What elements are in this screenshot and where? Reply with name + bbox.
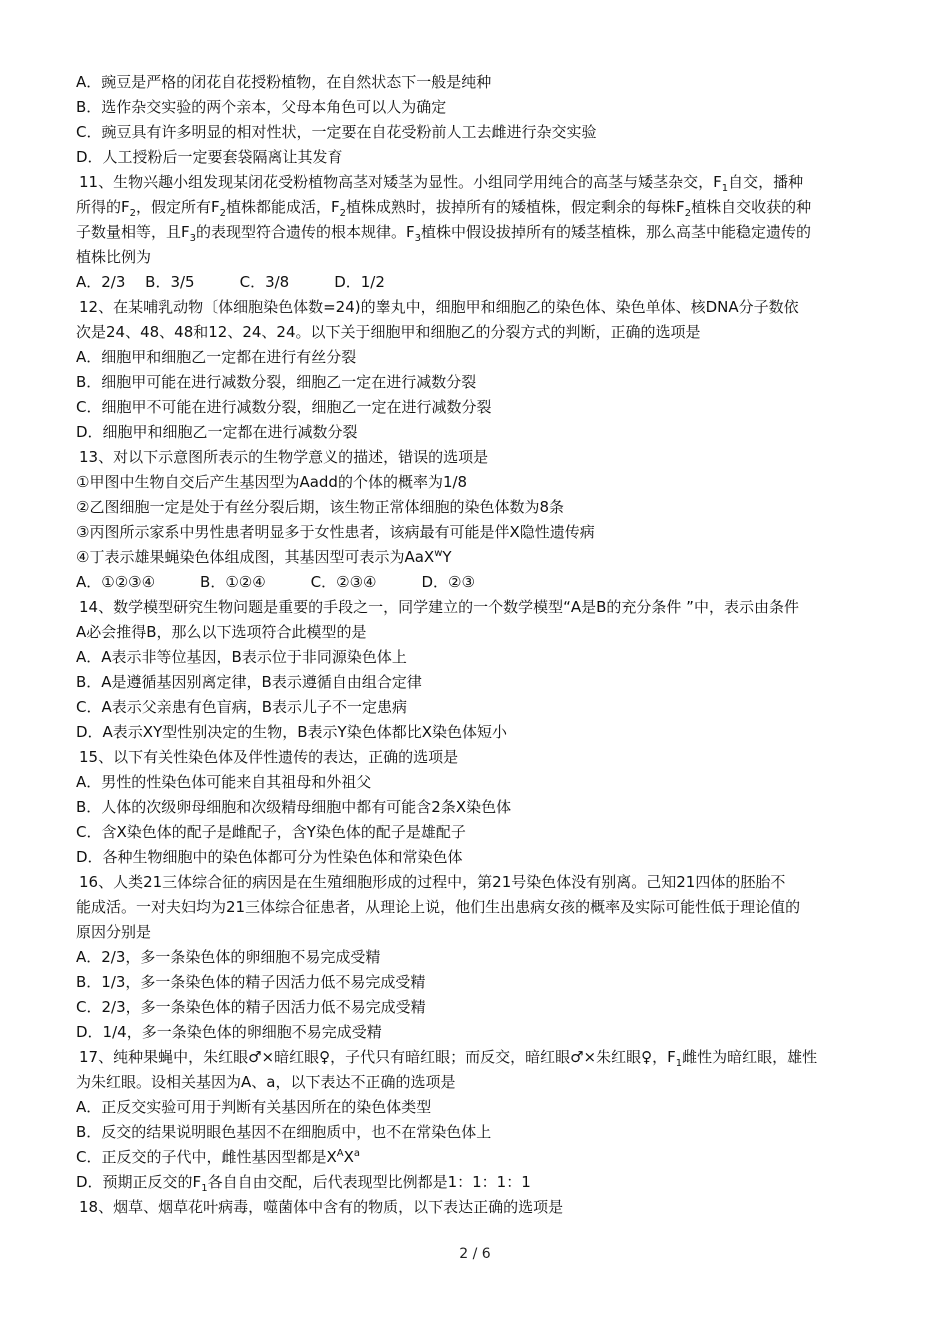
text-run: 所得的F bbox=[76, 198, 130, 216]
answer-option bbox=[76, 70, 882, 95]
answer-option bbox=[76, 145, 882, 170]
text-run: 16、人类21三体综合征的病因是在生殖细胞形成的过程中，第21号染色体没有别离。己知21四体的胚胎不 bbox=[79, 873, 786, 891]
answer-option bbox=[76, 795, 882, 820]
text-run: A．①②③④ B．①②④ C．②③④ D．②③ bbox=[76, 573, 475, 591]
answer-option bbox=[76, 720, 882, 745]
question-stem bbox=[76, 1045, 882, 1070]
text-run: D．1/4，多一条染色体的卵细胞不易完成受精 bbox=[76, 1023, 382, 1041]
answer-option bbox=[76, 270, 882, 295]
text-run: C．2/3，多一条染色体的精子因活力低不易完成受精 bbox=[76, 998, 426, 1016]
subscript: 1 bbox=[201, 1183, 208, 1194]
answer-option bbox=[76, 670, 882, 695]
answer-option bbox=[76, 545, 882, 570]
text-run: 17、纯种果蝇中，朱红眼♂×暗红眼♀，子代只有暗红眼；而反交，暗红眼♂×朱红眼♀，F bbox=[79, 1048, 676, 1066]
answer-option bbox=[76, 470, 882, 495]
text-run: 雌性为暗红眼，雄性 bbox=[682, 1048, 818, 1066]
text-run: ③丙图所示家系中男性患者明显多于女性患者，该病最有可能是伴X隐性遗传病 bbox=[76, 523, 595, 541]
answer-option bbox=[76, 495, 882, 520]
question-stem bbox=[76, 870, 882, 895]
text-run: D．各种生物细胞中的染色体都可分为性染色体和常染色体 bbox=[76, 848, 463, 866]
text-run: ①甲图中生物自交后产生基因型为Aadd的个体的概率为1/8 bbox=[76, 473, 468, 491]
answer-option bbox=[76, 120, 882, 145]
text-line bbox=[76, 245, 882, 270]
text-run: 植株中假设拔掉所有的矮茎植株，那么高茎中能稳定遗传的 bbox=[421, 223, 812, 241]
text-run: D．A表示XY型性别决定的生物，B表示Y染色体都比X染色体短小 bbox=[76, 723, 507, 741]
text-run: B．人体的次级卵母细胞和次级精母细胞中都有可能含2条X染色体 bbox=[76, 798, 512, 816]
text-run: B．反交的结果说明眼色基因不在细胞质中，也不在常染色体上 bbox=[76, 1123, 492, 1141]
subscript: 3 bbox=[189, 233, 197, 244]
answer-option bbox=[76, 995, 882, 1020]
text-run: ④丁表示雄果蝇染色体组成图，其基因型可表示为AaX bbox=[76, 548, 435, 566]
text-run: C．含X染色体的配子是雌配子，含Y染色体的配子是雄配子 bbox=[76, 823, 466, 841]
answer-option bbox=[76, 95, 882, 120]
page-number: 2 / 6 bbox=[459, 1246, 491, 1262]
text-run: 18、烟草、烟草花叶病毒，噬菌体中含有的物质，以下表达正确的选项是 bbox=[79, 1198, 564, 1216]
subscript: 2 bbox=[129, 208, 137, 219]
text-run: 植株自交收获的种 bbox=[691, 198, 812, 216]
question-stem bbox=[76, 295, 882, 320]
answer-option bbox=[76, 370, 882, 395]
answer-option bbox=[76, 395, 882, 420]
text-run: 为朱红眼。设相关基因为A、a，以下表达不正确的选项是 bbox=[76, 1073, 456, 1091]
text-line bbox=[76, 320, 882, 345]
text-run: 原因分别是 bbox=[76, 923, 152, 941]
text-line bbox=[76, 195, 882, 220]
answer-option bbox=[76, 345, 882, 370]
document-body bbox=[76, 70, 882, 1220]
subscript: 1 bbox=[721, 183, 729, 194]
text-run: 自交，播种 bbox=[728, 173, 804, 191]
question-stem bbox=[76, 170, 882, 195]
answer-option bbox=[76, 820, 882, 845]
text-run: 15、以下有关性染色体及伴性遗传的表达，正确的选项是 bbox=[79, 748, 459, 766]
text-run: 的表现型符合遗传的根本规律。F bbox=[196, 223, 415, 241]
subscript: 3 bbox=[414, 233, 422, 244]
answer-option bbox=[76, 845, 882, 870]
text-run: D．细胞甲和细胞乙一定都在进行减数分裂 bbox=[76, 423, 358, 441]
subscript: 2 bbox=[684, 208, 692, 219]
text-run: B．细胞甲可能在进行减数分裂，细胞乙一定在进行减数分裂 bbox=[76, 373, 477, 391]
superscript: a bbox=[353, 1148, 361, 1159]
text-run: C．豌豆具有许多明显的相对性状，一定要在自花受粉前人工去雌进行杂交实验 bbox=[76, 123, 597, 141]
text-run: ②乙图细胞一定是处于有丝分裂后期，该生物正常体细胞的染色体数为8条 bbox=[76, 498, 564, 516]
answer-option bbox=[76, 1120, 882, 1145]
text-run: 次是24、48、48和12、24、24。以下关于细胞甲和细胞乙的分裂方式的判断，正确的选项是 bbox=[76, 323, 701, 341]
text-run: A．豌豆是严格的闭花自花授粉植物，在自然状态下一般是纯种 bbox=[76, 73, 492, 91]
text-run: A．男性的性染色体可能来自其祖母和外祖父 bbox=[76, 773, 372, 791]
text-line bbox=[76, 895, 882, 920]
text-run: D．预期正反交的F bbox=[76, 1173, 202, 1191]
subscript: 1 bbox=[675, 1058, 683, 1069]
text-line bbox=[76, 1070, 882, 1095]
answer-option bbox=[76, 770, 882, 795]
text-run: A必会推得B，那么以下选项符合此模型的是 bbox=[76, 623, 367, 641]
answer-option bbox=[76, 970, 882, 995]
text-run: Y bbox=[442, 548, 452, 566]
superscript: w bbox=[434, 548, 443, 559]
text-line bbox=[76, 620, 882, 645]
subscript: 2 bbox=[219, 208, 227, 219]
text-run: 植株比例为 bbox=[76, 248, 152, 266]
question-stem bbox=[76, 745, 882, 770]
text-run: D．人工授粉后一定要套袋隔离让其发育 bbox=[76, 148, 343, 166]
answer-option bbox=[76, 1020, 882, 1045]
text-line bbox=[76, 220, 882, 245]
answer-option bbox=[76, 645, 882, 670]
text-run: 12、在某哺乳动物〔体细胞染色体数=24)的睾丸中，细胞甲和细胞乙的染色体、染色单体、核DNA分子数依 bbox=[79, 298, 799, 316]
text-run: A．细胞甲和细胞乙一定都在进行有丝分裂 bbox=[76, 348, 357, 366]
answer-option bbox=[76, 1170, 882, 1195]
answer-option bbox=[76, 1095, 882, 1120]
text-run: A．A表示非等位基因，B表示位于非同源染色体上 bbox=[76, 648, 407, 666]
text-run: 14、数学模型研究生物问题是重要的手段之一，同学建立的一个数学模型“A是B的充分条件 ”中，表示由条件 bbox=[79, 598, 799, 616]
answer-option bbox=[76, 695, 882, 720]
question-stem bbox=[76, 1195, 882, 1220]
text-run: 植株成熟时，拔掉所有的矮植株，假定剩余的每株F bbox=[346, 198, 685, 216]
text-run: X bbox=[343, 1148, 354, 1166]
text-run: 11、生物兴趣小组发现某闭花受粉植物高茎对矮茎为显性。小组同学用纯合的高茎与矮茎杂交，F bbox=[79, 173, 722, 191]
text-run: A．正反交实验可用于判断有关基因所在的染色体类型 bbox=[76, 1098, 432, 1116]
subscript: 2 bbox=[339, 208, 347, 219]
text-run: 能成活。一对夫妇均为21三体综合征患者，从理论上说，他们生出患病女孩的概率及实际可能性低于理论值的 bbox=[76, 898, 801, 916]
answer-option bbox=[76, 570, 882, 595]
text-run: B．1/3，多一条染色体的精子因活力低不易完成受精 bbox=[76, 973, 426, 991]
answer-option bbox=[76, 945, 882, 970]
text-run: C．正反交的子代中，雌性基因型都是X bbox=[76, 1148, 337, 1166]
superscript: A bbox=[336, 1148, 344, 1159]
text-run: A．2/3 B．3/5 C．3/8 D．1/2 bbox=[76, 273, 385, 291]
text-run: 13、对以下示意图所表示的生物学意义的描述，错误的选项是 bbox=[79, 448, 489, 466]
text-run: B．A是遵循基因别离定律，B表示遵循自由组合定律 bbox=[76, 673, 422, 691]
question-stem bbox=[76, 445, 882, 470]
text-run: B．选作杂交实验的两个亲本，父母本角色可以人为确定 bbox=[76, 98, 447, 116]
answer-option bbox=[76, 420, 882, 445]
text-run: 植株都能成活，F bbox=[226, 198, 340, 216]
text-line bbox=[76, 920, 882, 945]
text-run: A．2/3，多一条染色体的卵细胞不易完成受精 bbox=[76, 948, 381, 966]
answer-option bbox=[76, 520, 882, 545]
text-run: 各自自由交配，后代表现型比例都是1：1：1：1 bbox=[207, 1173, 531, 1191]
text-run: C．细胞甲不可能在进行减数分裂，细胞乙一定在进行减数分裂 bbox=[76, 398, 492, 416]
text-run: ，假定所有F bbox=[136, 198, 220, 216]
text-run: 子数量相等，且F bbox=[76, 223, 190, 241]
text-run: C．A表示父亲患有色盲病，B表示儿子不一定患病 bbox=[76, 698, 408, 716]
answer-option bbox=[76, 1145, 882, 1170]
question-stem bbox=[76, 595, 882, 620]
